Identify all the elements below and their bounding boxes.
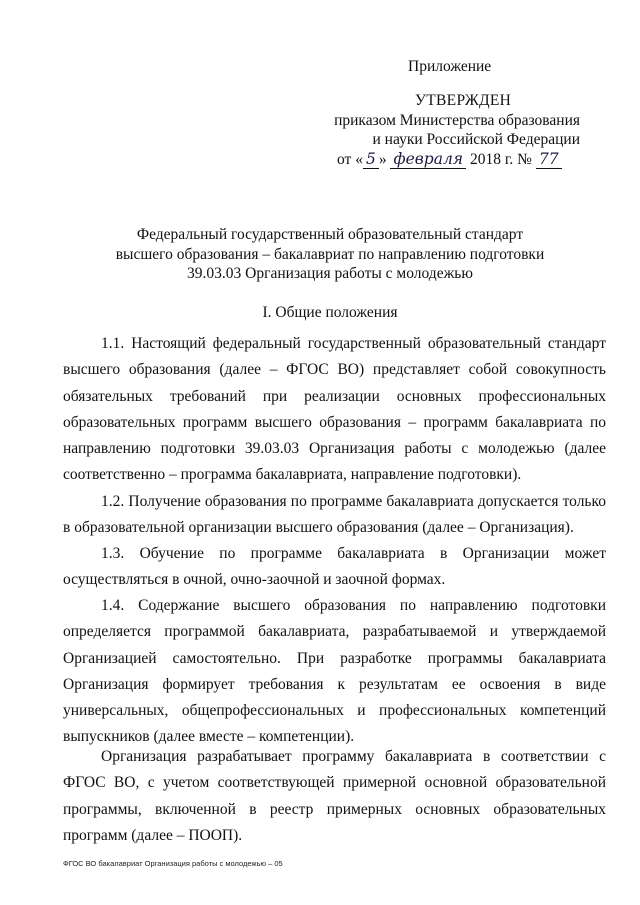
- order-issuer-line2: и науки Российской Федерации: [372, 131, 580, 148]
- section-heading: I. Общие положения: [262, 304, 398, 321]
- paragraph-1-3: 1.3. Обучение по программе бакалавриата в Организации может осуществляться в очной, очно-заочной и заочной формах.: [63, 545, 606, 589]
- order-number: 77: [536, 150, 562, 169]
- document-title-line3: 39.03.03 Организация работы с молодежью: [187, 265, 473, 282]
- order-mid: »: [378, 151, 387, 168]
- page-footer: ФГОС ВО бакалавриат Организация работы с молодежью – 05: [63, 859, 283, 868]
- order-prefix: от «: [337, 151, 363, 168]
- order-month: февраля: [390, 150, 466, 169]
- paragraph-1-2: 1.2. Получение образования по программе бакалавриата допускается только в образовательной организации высшего образования (далее – Организация).: [63, 493, 606, 537]
- order-day: 5: [363, 150, 379, 169]
- appendix-label: Приложение: [408, 58, 492, 75]
- paragraph-organization: Организация разрабатывает программу бакалавриата в соответствии с ФГОС ВО, с учетом соответствующей примерной основной образовательной программы, включенной в реестр примерных основных образовательных программ (далее – ПООП).: [63, 748, 606, 844]
- order-issuer-line1: приказом Министерства образования: [334, 112, 580, 129]
- order-date-number: [337, 150, 562, 169]
- paragraph-1-4: 1.4. Содержание высшего образования по направлению подготовки определяется программой бакалавриата, разрабатываемой и утверждаемой Организацией самостоятельно. При разработке программы бакалавриата Организация формирует требования к результатам ее освоения в виде универсальных, общепрофессиональных и профессиональных компетенций выпускников (далее вместе – компетенции).: [63, 597, 606, 746]
- paragraph-1-1: 1.1. Настоящий федеральный государственный образовательный стандарт высшего образования (далее – ФГОС ВО) представляет собой совокупность обязательных требований при реализации основных профессиональных образовательных программ высшего образования – программ бакалавриата по направлению подготовки 39.03.03 Организация работы с молодежью (далее соответственно – программа бакалавриата, направление подготовки).: [63, 335, 606, 484]
- order-year: 2018 г. №: [469, 151, 532, 168]
- document-title-line1: Федеральный государственный образовательный стандарт: [136, 226, 524, 243]
- approved-label: УТВЕРЖДЕН: [415, 92, 512, 109]
- document-title-line2: высшего образования – бакалавриат по направлению подготовки: [115, 246, 545, 263]
